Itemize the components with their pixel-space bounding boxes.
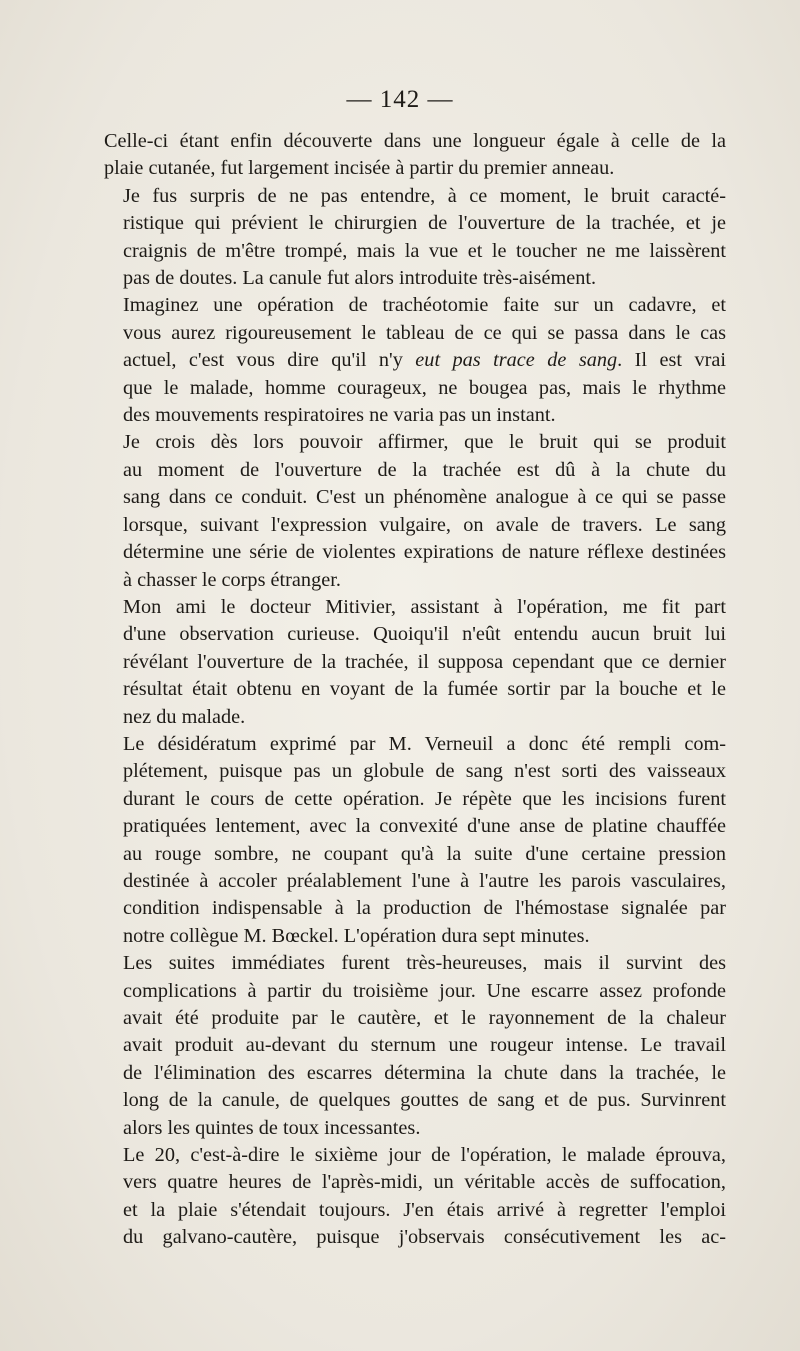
text-line: Je crois dès lors pouvoir affirmer, que le bruit qui se produit bbox=[123, 431, 726, 454]
text-line: Celle-ci étant enfin découverte dans une longueur égale à celle de la bbox=[104, 130, 726, 152]
text-line: des mouvements respiratoires ne varia pas un instant. bbox=[123, 404, 556, 427]
text-line: Je fus surpris de ne pas entendre, à ce moment, le bruit caracté- bbox=[123, 184, 726, 207]
text-line: de l'élimination des escarres détermina la chute dans la trachée, le bbox=[123, 1061, 726, 1084]
text-line: alors les quintes de toux incessantes. bbox=[123, 1116, 421, 1139]
text-line: notre collègue M. Bœckel. L'opération dura sept minutes. bbox=[123, 924, 590, 947]
text-line: destinée à accoler préalablement l'une à l'autre les parois vasculaires, bbox=[123, 869, 726, 892]
text-line: plaie cutanée, fut largement incisée à partir du premier anneau. bbox=[104, 157, 615, 180]
text-line: Les suites immédiates furent très-heureuses, mais il survint des bbox=[123, 952, 726, 975]
text-line: du galvano-cautère, puisque j'observais consécutivement les ac- bbox=[123, 1226, 726, 1249]
text-line: résultat était obtenu en voyant de la fumée sortir par la bouche et le bbox=[123, 678, 726, 701]
text-line: sang dans ce conduit. C'est un phénomène analogue à ce qui se passe bbox=[123, 486, 726, 509]
paragraph bbox=[104, 731, 726, 950]
paragraph bbox=[104, 429, 726, 593]
text-line: au moment de l'ouverture de la trachée est dû à la chute du bbox=[123, 458, 726, 481]
paragraph bbox=[104, 292, 726, 429]
text-line: durant le cours de cette opération. Je répète que les incisions furent bbox=[123, 787, 726, 810]
text-line: Le désidératum exprimé par M. Verneuil a donc été rempli com- bbox=[123, 732, 726, 755]
paragraph bbox=[104, 594, 726, 731]
text-line: condition indispensable à la production de l'hémostase signalée par bbox=[123, 897, 726, 920]
text-line: craignis de m'être trompé, mais la vue et le toucher ne me laissèrent bbox=[123, 239, 726, 262]
text-line: avait été produite par le cautère, et le rayonnement de la chaleur bbox=[123, 1007, 726, 1029]
paragraph bbox=[104, 950, 726, 1142]
text-line: vers quatre heures de l'après-midi, un véritable accès de suffocation, bbox=[123, 1171, 726, 1194]
text-line: lorsque, suivant l'expression vulgaire, on avale de travers. Le sang bbox=[123, 513, 726, 536]
page-number: — 142 — bbox=[346, 86, 454, 113]
text-line: long de la canule, de quelques gouttes de sang et de pus. Survinrent bbox=[123, 1089, 726, 1112]
paragraph bbox=[104, 1142, 726, 1252]
text-line bbox=[104, 347, 726, 374]
text-line: Mon ami le docteur Mitivier, assistant à l'opération, me fit part bbox=[123, 595, 726, 618]
text-line: avait produit au-devant du sternum une rougeur intense. Le travail bbox=[123, 1034, 726, 1057]
text-line: vous aurez rigoureusement le tableau de ce qui se passa dans le cas bbox=[123, 321, 726, 344]
text-line: révélant l'ouverture de la trachée, il supposa cependant que ce dernier bbox=[123, 650, 726, 673]
text-line: et la plaie s'étendait toujours. J'en étais arrivé à regretter l'emploi bbox=[123, 1198, 726, 1221]
text-line: au rouge sombre, ne coupant qu'à la suite d'une certaine pression bbox=[123, 842, 726, 865]
text-segment: . Il est vrai bbox=[617, 349, 726, 372]
text-line: pas de doutes. La canule fut alors introduite très-aisément. bbox=[123, 267, 597, 290]
text-line: détermine une série de violentes expirations de nature réflexe destinées bbox=[123, 541, 726, 564]
text-line: pratiquées lentement, avec la convexité d'une anse de platine chauffée bbox=[123, 815, 726, 838]
text-line: plétement, puisque pas un globule de sang n'est sorti des vaisseaux bbox=[123, 760, 726, 783]
text-line: Le 20, c'est-à-dire le sixième jour de l'opération, le malade éprouva, bbox=[123, 1144, 726, 1167]
paragraph bbox=[104, 183, 726, 293]
text-line: d'une observation curieuse. Quoiqu'il n'eût entendu aucun bruit lui bbox=[123, 623, 726, 646]
text-line: à chasser le corps étranger. bbox=[123, 568, 341, 591]
emphasized-text: eut pas trace de sang bbox=[415, 349, 618, 372]
text-line: nez du malade. bbox=[123, 705, 246, 728]
paragraph bbox=[104, 128, 726, 183]
text-segment: actuel, c'est vous dire qu'il n'y bbox=[123, 349, 416, 372]
text-line: que le malade, homme courageux, ne bougea pas, mais le rhythme bbox=[123, 376, 726, 399]
text-line: complications à partir du troisième jour. Une escarre assez profonde bbox=[123, 979, 726, 1002]
body-text bbox=[104, 128, 726, 1252]
text-line: ristique qui prévient le chirurgien de l'ouverture de la trachée, et je bbox=[123, 212, 726, 235]
text-line: Imaginez une opération de trachéotomie faite sur un cadavre, et bbox=[123, 294, 726, 317]
